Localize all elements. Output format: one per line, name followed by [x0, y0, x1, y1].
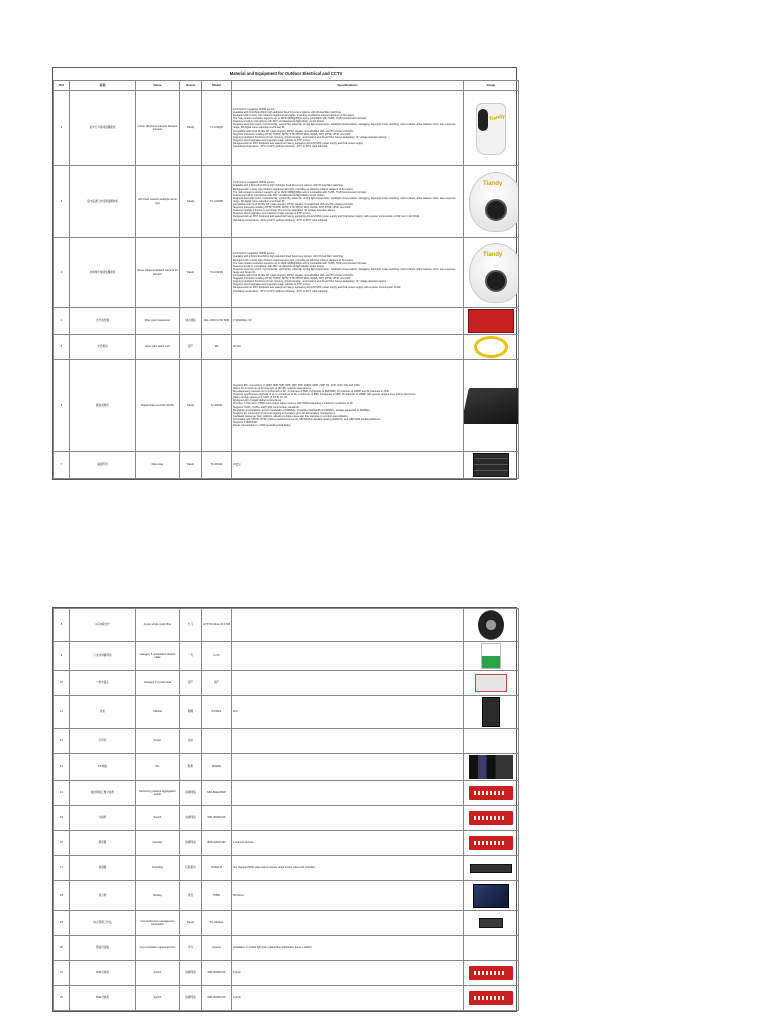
cell-name: Decoder: [136, 831, 180, 856]
cell-cn-name: POE交换机: [70, 961, 136, 986]
table-row: [54, 335, 519, 360]
table-row: [54, 729, 519, 754]
cell-brand: 康佳: [180, 881, 202, 911]
cell-image: [464, 166, 519, 238]
equipment-table-1: [53, 68, 519, 479]
cell-cn-name: PC电脑: [70, 754, 136, 781]
cell-cn-name: 光纤跳线: [70, 335, 136, 360]
cell-model: TM4H1-B: [202, 856, 232, 881]
cell-spec: 1*1000Mbps, SC: [232, 308, 464, 335]
table-row: [54, 696, 519, 729]
cell-cn-name: POE交换机: [70, 986, 136, 1011]
header-ref: Ref: [54, 81, 70, 91]
cell-spec: Supports IPC connections of 12MP, 8MP, 6MP, 5MP, 4MP, 3MP, 1080P, 960P, 720P, D1, 4CIF, 2CIF, CIF, and QCIF. Allows for a maximum of 32 channels of HD IPC network video access. Simultaneously previews up to 4 channels of 4K, 4 channels of 8MP, 8 channels of 5MP/6MP, 16 channels of 1080P and 32 channels of 4CIF. Supports synchronous playback of up to 4 channels of 4K, 4 channels of 8MP, 8 channels of 5MP, 16 channels of 1080P, with speeds ranging from 1/16 to 32.0 times. Offers storage options of 4 SATA (3.5/2.5) 1X, 2X. Equipped with 2 Gigabit Ethernet interfaces. Provides 1 VGA and 1 HDMI video output (same source), with HDMI supporting a maximum resolution of 4K. Supports H.265, H.265+ and H.264 compression standards. Bandwidth specifications: access bandwidth of 160Mbps, forwarding bandwidth of 160Mbps, storage bandwidth of 320Mbps. Supports the connection of thermal imaging temperature guns for temperature management. Facilitates passenger flow statistics, allowing multiple passenger flow cameras to conduct area statistics. Compatible with ONVIF, RTSP protocol network front ends, GB/T28181 standard docking platforms, and GB/T1400 docking platforms. Supports 4 HDD/SSD. Power consumption is ≤ 60W (excluding hard disks).: [232, 360, 464, 452]
cell-name: Switch: [136, 986, 180, 1011]
cell-name: Cabinet: [136, 696, 180, 729]
cell-ref: 21: [54, 961, 70, 986]
cell-model: S5K-8GE24SFP: [202, 781, 232, 806]
cell-image: [464, 781, 519, 806]
cell-name: Display: [136, 881, 180, 911]
product-image: Tiandy: [470, 97, 512, 159]
cell-image: [464, 335, 519, 360]
table-row: [54, 671, 519, 696]
cell-model: S5K-3048GT4S: [202, 986, 232, 1011]
header-row: [54, 81, 519, 91]
cell-ref: 5: [54, 335, 70, 360]
cell-image: [464, 831, 519, 856]
product-image: [474, 336, 508, 358]
product-image: [464, 388, 519, 424]
cell-ref: 7: [54, 452, 70, 479]
cell-ref: 2: [54, 166, 70, 238]
table-row: [54, 452, 519, 479]
cell-ref: 18: [54, 881, 70, 911]
cell-cn-name: 六类非屏蔽网线: [70, 642, 136, 671]
cell-image: [464, 452, 519, 479]
table-row: [54, 831, 519, 856]
cell-brand: 长飞: [180, 609, 202, 642]
cell-cn-name: 打印机: [70, 729, 136, 754]
cell-name: Communication equipment box: [136, 936, 180, 961]
cell-name: Fiber optic patch cord: [136, 335, 180, 360]
cell-image: [464, 911, 519, 936]
table-row: [54, 166, 519, 238]
product-image: [481, 643, 501, 669]
product-image: [473, 884, 509, 908]
cell-name: Digital video recorder (DVR): [136, 360, 180, 452]
cell-image: [464, 729, 519, 754]
cell-model: TC-C34QN: [202, 91, 232, 166]
header-brand: Brand: [180, 81, 202, 91]
cell-ref: 9: [54, 642, 70, 671]
table-row: [54, 881, 519, 911]
cell-cn-name: 机柜: [70, 696, 136, 729]
cell-brand: 启明星辰: [180, 856, 202, 881]
cell-ref: 17: [54, 856, 70, 881]
table-row: [54, 856, 519, 881]
cell-name: Indoor HD Dome Camera Network Camera: [136, 91, 180, 166]
cell-name: Dome Camera Network Camera for elevator: [136, 238, 180, 308]
cell-cn-name: 监控网络汇聚交换机: [70, 781, 136, 806]
cell-brand: 华为: [180, 936, 202, 961]
cell-name: Switch: [136, 806, 180, 831]
cell-cn-name: 通信设备箱: [70, 936, 136, 961]
cell-name: Disk array: [136, 452, 180, 479]
product-image: [475, 674, 507, 692]
cell-cn-name: 室内高清红外线网络摄像机: [70, 166, 136, 238]
product-image: [473, 453, 509, 477]
cell-image: [464, 360, 519, 452]
cell-spec: 4 channel decoder: [232, 831, 464, 856]
cell-image: [464, 936, 519, 961]
cell-model: TC-H3012A: [202, 911, 232, 936]
cell-model: 3M: [202, 335, 232, 360]
cell-name: 4-core single mode fiber: [136, 609, 180, 642]
cell-model: H-C6: [202, 642, 232, 671]
cell-image: [464, 961, 519, 986]
product-image: [470, 864, 512, 873]
table-row: [54, 986, 519, 1011]
product-image: [469, 966, 513, 980]
cell-name: Controller: [136, 856, 180, 881]
cell-image: [464, 696, 519, 729]
cell-image: [464, 986, 519, 1011]
cell-brand: 锐捷网络: [180, 986, 202, 1011]
table-row: [54, 961, 519, 986]
cell-spec: [232, 729, 464, 754]
table-row: [54, 754, 519, 781]
product-image: [469, 836, 513, 850]
cell-ref: 19: [54, 911, 70, 936]
cell-name: HD Fixed network webstyle dome type: [136, 166, 180, 238]
cell-brand: Tiandy: [180, 360, 202, 452]
cell-brand: Tiandy: [180, 166, 202, 238]
cell-ref: 15: [54, 806, 70, 831]
table-row: [54, 911, 519, 936]
cell-cn-name: 控制器: [70, 856, 136, 881]
cell-brand: 锐捷网络: [180, 961, 202, 986]
cell-image: [464, 806, 519, 831]
equipment-table-2: [53, 608, 519, 1011]
table-row: [54, 91, 519, 166]
cell-spec: 55 inches: [232, 881, 464, 911]
table-row: [54, 308, 519, 335]
equipment-sheet-page-2: [52, 607, 517, 1012]
cell-model: T55B1: [202, 881, 232, 911]
cell-ref: 12: [54, 729, 70, 754]
table-row: [54, 936, 519, 961]
table-row: [54, 781, 519, 806]
product-image: [469, 811, 513, 825]
cell-ref: 8: [54, 609, 70, 642]
cell-image: [464, 609, 519, 642]
cell-ref: 4: [54, 308, 70, 335]
cell-model: TC-C32QN: [202, 238, 232, 308]
cell-name: PC: [136, 754, 180, 781]
table-row: [54, 609, 519, 642]
cell-spec: [232, 781, 464, 806]
product-image: [469, 786, 513, 800]
cell-model: TC-C32WN: [202, 166, 232, 238]
cell-spec: [232, 911, 464, 936]
table-row: [54, 360, 519, 452]
cell-model: S5K-3048GT4S: [202, 961, 232, 986]
cell-model: TC-R3432: [202, 360, 232, 452]
cell-spec: [232, 754, 464, 781]
cell-spec: 1/2.8 inch 2 megapixel CMOS sensor. Available with 2.8mm/4mm/6mm high definition fixed focus lens options, with IR dual filter switching. Equipped with 1 array type infrared supplementary light, providing an effective infrared distance of 30 meters. The main stream resolution supports up to 1920×1080@30fps and is compatible with H.265, H.264 compression formats. Features a built-in microphone with 360° omnidirectional high-fidelity sound pickup. Supports electronic zoom, horizontal flip, vertical flip, video flip, strong light suppression, backlight compensation, defogging, day/night mode switching, color to black, white balance, AGC, auto exposure range and Smart IR. Compatible with Onvif Profile S/T (main stream), RTSP, Liteabs, GroupDefault URL and HK private protocols. Supports protocols including HTTP, TCP/IP, SMTP, FTP, DHCP, DNS, DDNS, NTP, RTSP, UPnP, and UDP. Features intelligent functions (circuit crossing, circuit intrusion, smart alarm) and Smart Plus (scene adaptation, IP, voltage detection alarm). Supports cloud upgrades and snapshot image uploads to FTP servers. Designed with an IP67 dustproof and waterproof rating, supporting DC12V±25% power supply and PoE power supply; with a power consumption of 6W. Operating temperature: -30°C to 60°C (without infrared), -30°C to 60°C (with infrared).: [232, 238, 464, 308]
header-cn-name: 名称: [70, 81, 136, 91]
cell-spec: 4 ports: [232, 986, 464, 1011]
cell-image: [464, 671, 519, 696]
cell-model: FHL-1000-S-T/R SFM: [202, 308, 232, 335]
cell-cn-name: 4芯单模光纤: [70, 609, 136, 642]
header-image: Image: [464, 81, 519, 91]
product-image: [469, 991, 513, 1005]
product-image: [478, 610, 504, 640]
cell-image: [464, 91, 519, 166]
cell-cn-name: 磁盘阵列: [70, 452, 136, 479]
cell-cn-name: 六类水晶头: [70, 671, 136, 696]
table-row: [54, 806, 519, 831]
cell-spec: 1/2.8 inch 2 megapixel CMOS sensor. Available with 4mm/6mm/8mm high definition fixed focus lens options, with IR dual filter switching. Equipped with 2 array type infrared supplementary lights, providing an effective infrared distance of 30 meters. The main stream resolution supports up to 1920×1080@30fps and is compatible with H.265, H.264 compression formats. Features a built-in microphone with 360° omnidirectional high-fidelity sound pickup. Supports electronic zoom, horizontal flip, vertical flip, video flip, strong light suppression, backlight compensation, defogging, day/night mode switching, color to black, white balance, AGC, auto exposure range, 3D digital noise reduction and Smart IR. Compatible with Onvif Profile S/T (main stream), RTSP, Liteabs, GroupDefault URL and HK private protocols. Supports protocols including HTTP, TCP/IP, SMTP, FTP, DHCP, DNS, DDNS, NTP, RTSP, UPnP, and UDP. Features intelligent functions (circuit crossing, circuit intrusion, smart alarm) and Smart Plus (scene adaptation, IP, voltage detection alarm). Supports cloud upgrades and snapshot image uploads to FTP servers. Designed with an IP67 dustproof and waterproof rating, supporting DC12V±25% power supply and PoE power supply. Operating temperature: -30°C to 60°C (without infrared), -30°C to 60°C (with infrared).: [232, 91, 464, 166]
cell-name: Comprehensive management workstation: [136, 911, 180, 936]
cell-spec: [232, 806, 464, 831]
cell-brand: 锐捷网络: [180, 831, 202, 856]
cell-cn-name: 硬盘录像机: [70, 360, 136, 452]
table-row: [54, 642, 519, 671]
cell-model: BXD-3000T-HD: [202, 831, 232, 856]
cell-brand: 国产: [180, 671, 202, 696]
product-image: [468, 309, 514, 333]
cell-brand: Tiandy: [180, 452, 202, 479]
product-image: [482, 697, 500, 727]
cell-spec: four channel HDMI video wall processor range known video wall controller: [232, 856, 464, 881]
cell-spec: 16盘位: [232, 452, 464, 479]
cell-image: [464, 642, 519, 671]
equipment-sheet-page-1: [52, 67, 517, 480]
cell-model: K3.9622: [202, 696, 232, 729]
cell-ref: 6: [54, 360, 70, 452]
cell-ref: 13: [54, 754, 70, 781]
cell-spec: SC-SC: [232, 335, 464, 360]
cell-cn-name: 室外红外线网络摄像机: [70, 91, 136, 166]
cell-brand: Tiandy: [180, 911, 202, 936]
cell-name: Switch: [136, 961, 180, 986]
cell-brand: 图腾: [180, 696, 202, 729]
cell-image: [464, 308, 519, 335]
cell-name: Category 6 unshielded network cable: [136, 642, 180, 671]
cell-model: Custom: [202, 936, 232, 961]
cell-model: TC-R3432: [202, 452, 232, 479]
cell-cn-name: 电梯摩半球网络摄像机: [70, 238, 136, 308]
cell-ref: 3: [54, 238, 70, 308]
cell-model: 国产: [202, 671, 232, 696]
cell-brand: 佳能: [180, 729, 202, 754]
cell-image: [464, 754, 519, 781]
cell-cn-name: 光纤收发器: [70, 308, 136, 335]
cell-name: Monitoring network aggregation switch: [136, 781, 180, 806]
cell-name: Printer: [136, 729, 180, 754]
cell-ref: 10: [54, 671, 70, 696]
header-model: Model: [202, 81, 232, 91]
document-title: Material and Equipment for Outdoor Electrical and CCTV: [54, 68, 519, 81]
cell-spec: [232, 671, 464, 696]
cell-brand: 锐捷网络: [180, 781, 202, 806]
cell-cn-name: 解码器: [70, 831, 136, 856]
header-specifications: Specifications: [232, 81, 464, 91]
cell-model: M4900s: [202, 754, 232, 781]
cell-ref: 14: [54, 781, 70, 806]
cell-model: GYXTW-4A1a 4C 1.5/8: [202, 609, 232, 642]
cell-model: S5K-3048GT4S: [202, 806, 232, 831]
cell-brand: 锐捷网络: [180, 806, 202, 831]
cell-ref: 20: [54, 936, 70, 961]
cell-spec: 8 ports: [232, 961, 464, 986]
table-row: [54, 238, 519, 308]
product-image: Tiandy: [465, 240, 519, 306]
product-image: Tiandy: [465, 169, 519, 235]
cell-image: [464, 856, 519, 881]
cell-brand: 烽火通信: [180, 308, 202, 335]
cell-spec: 22U: [232, 696, 464, 729]
cell-cn-name: 显示屏: [70, 881, 136, 911]
cell-brand: 国产: [180, 335, 202, 360]
cell-spec: [232, 609, 464, 642]
cell-brand: Tiandy: [180, 238, 202, 308]
cell-brand: 一舟: [180, 642, 202, 671]
cell-name: Fiber optic transceiver: [136, 308, 180, 335]
cell-cn-name: 交换机: [70, 806, 136, 831]
cell-cn-name: 综合管理工作站: [70, 911, 136, 936]
cell-image: [464, 238, 519, 308]
cell-spec: Installation on Indoor light pole (optical fiber distribution frame + switch): [232, 936, 464, 961]
cell-ref: 16: [54, 831, 70, 856]
cell-spec: 1/2.8 inch 2 megapixel CMOS sensor. Available with 2.8mm/4mm/6mm high definition fixed focus lens options, with IR dual filter switching. Equipped with 1 array type infrared supplementary light, providing an effective infrared distance of 30 meters. The main stream resolution supports up to 1920×1080@30fps and is compatible with H.265, H.264 compression formats. Features a built-in microphone with 360° omnidirectional high-fidelity sound pickup. Supports electronic zoom, horizontal flip, vertical flip, video flip, strong light suppression, backlight compensation, defogging, day/night mode switching, color to black, white balance, AGC, auto exposure range, 3D digital noise reduction and Smart IR. Compatible with Onvif Profile S/T (main stream), RTSP, Liteabs, GroupDefault URL and HK private protocols. Supports protocols including HTTP, TCP/IP, SMTP, FTP, DHCP, DNS, DDNS, NTP, RTSP, UPnP, and UDP. Features intelligent functions and Smart Plus (scene adaptation, IP, voltage detection alarm). Supports cloud upgrades and snapshot image uploads to FTP servers. Designed with an IP67 dustproof and waterproof rating, supporting DC12V±25% power supply and PoE power supply; with a power consumption of 6W max in full (PoE). Operating temperature: -30°C to 60°C (without infrared), -30°C to 60°C (with infrared).: [232, 166, 464, 238]
header-name: Name: [136, 81, 180, 91]
cell-ref: 1: [54, 91, 70, 166]
cell-spec: [232, 642, 464, 671]
cell-model: [202, 729, 232, 754]
cell-brand: 联想: [180, 754, 202, 781]
product-image: [469, 755, 513, 779]
cell-name: Category 6 crystal head: [136, 671, 180, 696]
cell-ref: 22: [54, 986, 70, 1011]
product-image: [479, 918, 503, 928]
cell-image: [464, 881, 519, 911]
cell-ref: 11: [54, 696, 70, 729]
cell-brand: Tiandy: [180, 91, 202, 166]
